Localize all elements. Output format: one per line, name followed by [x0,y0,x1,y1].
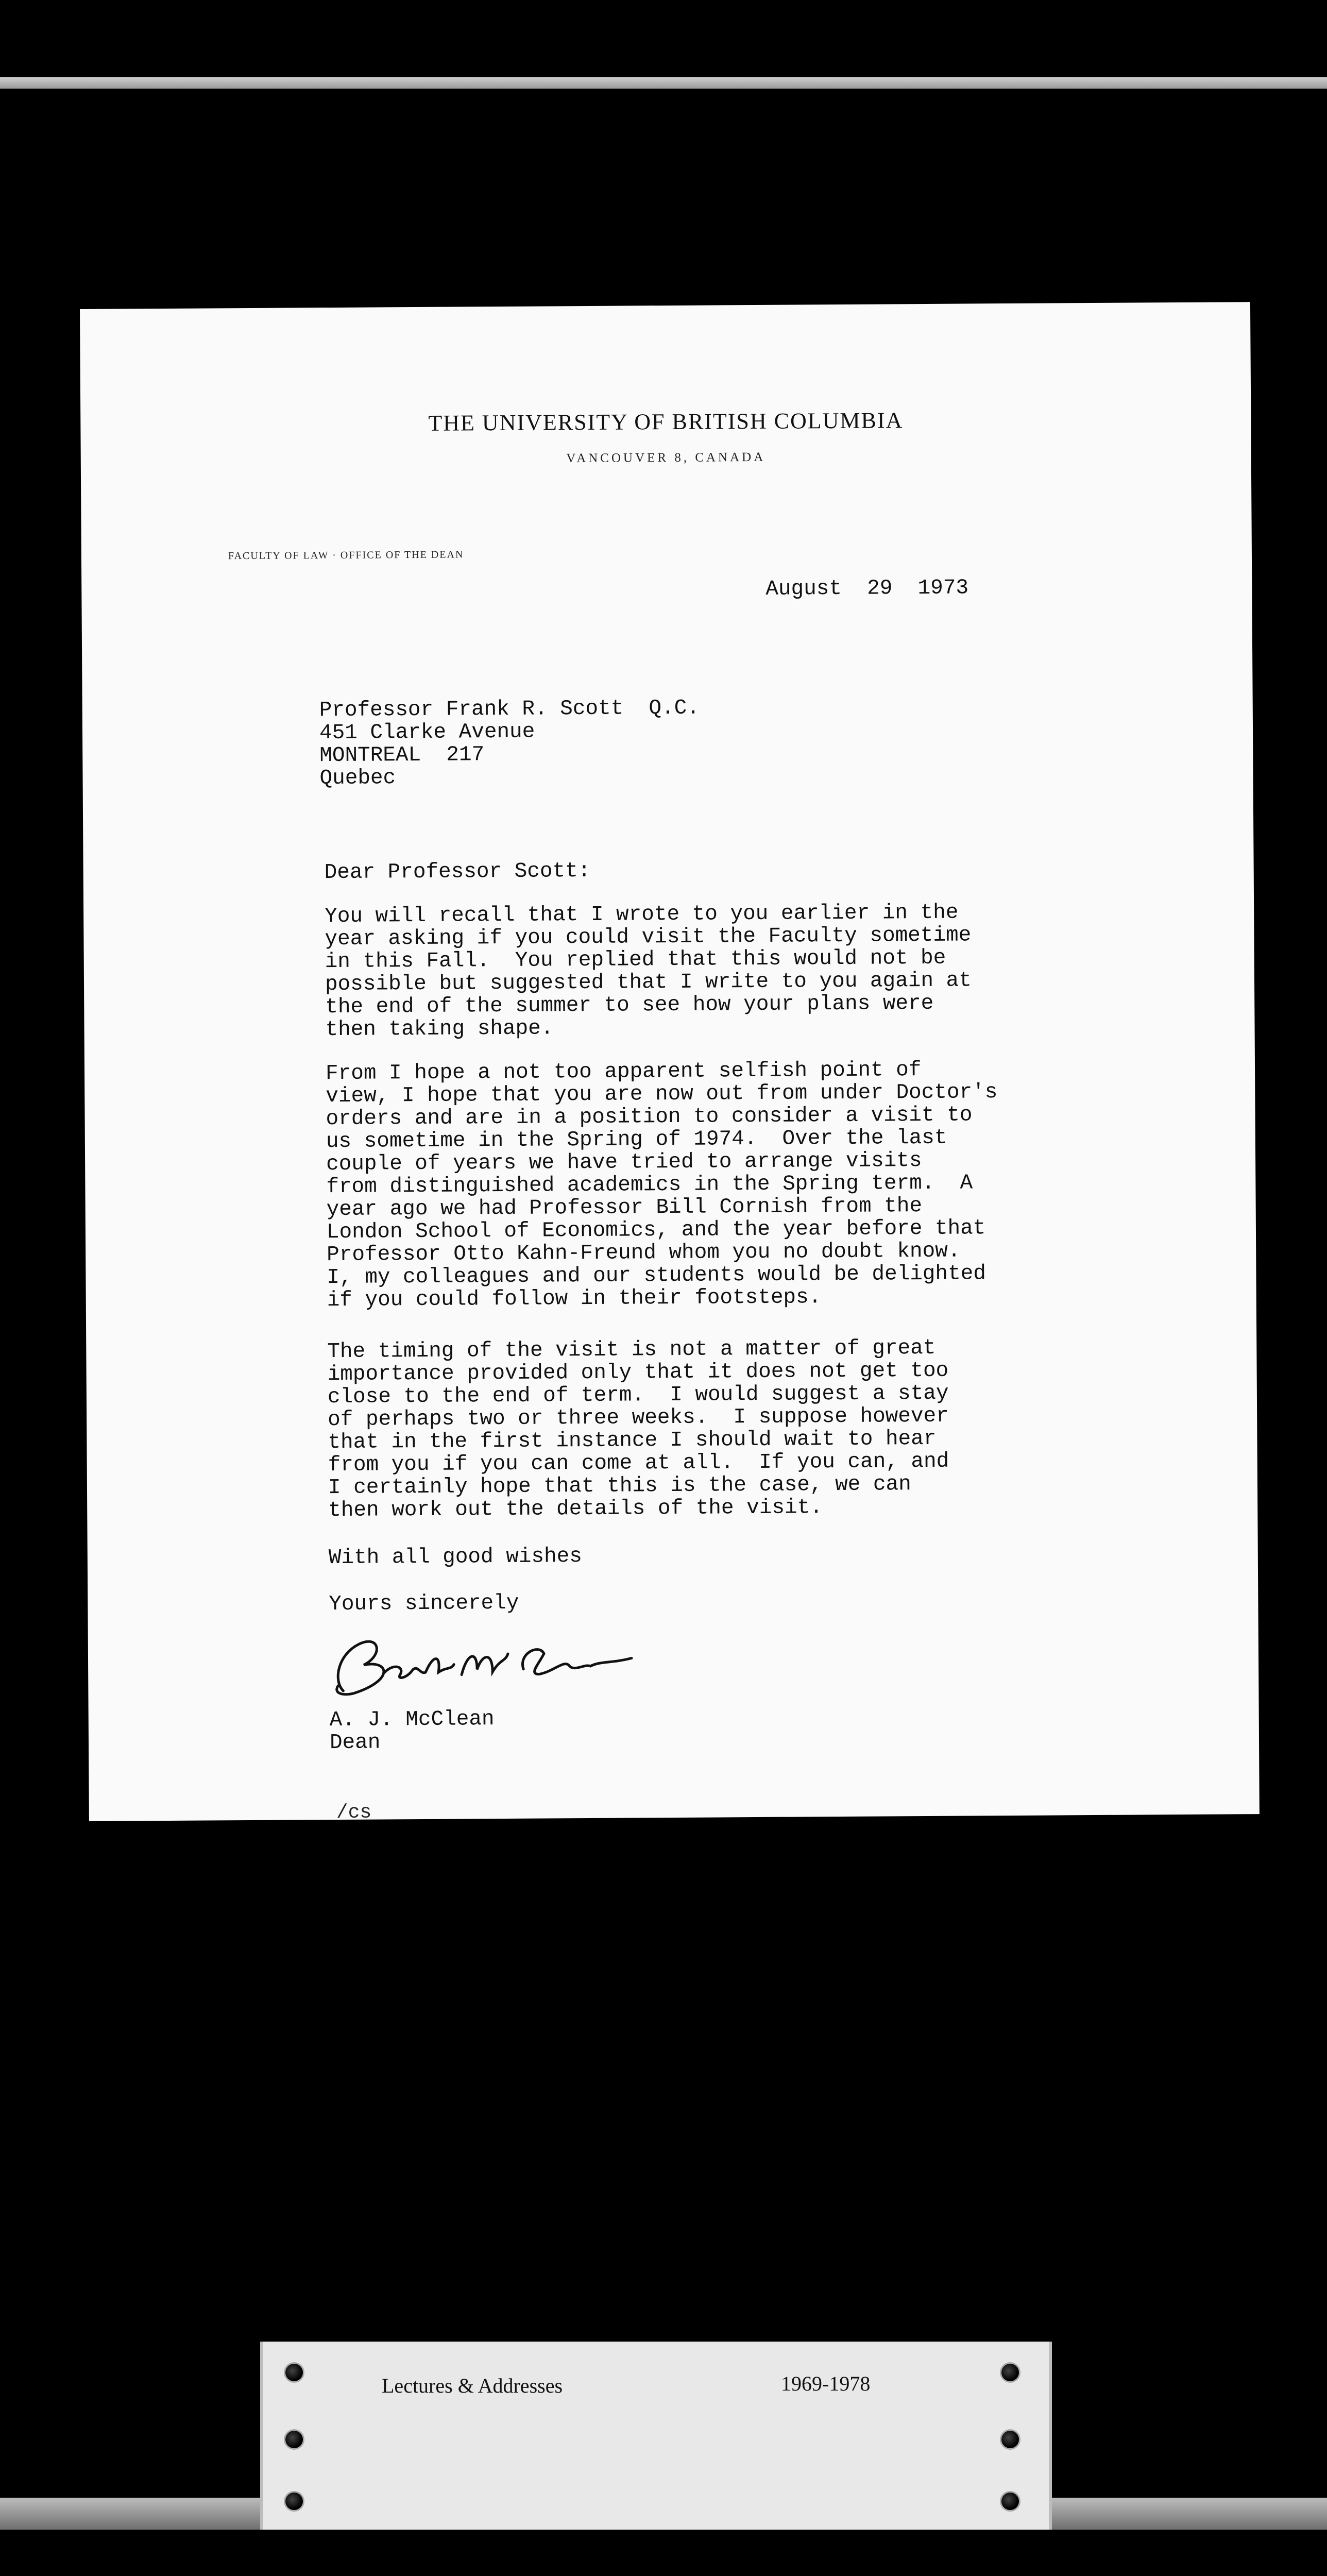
letter-date: August 29 1973 [765,576,969,601]
text-line: in this Fall. You replied that this would not be [325,946,946,974]
letterhead-subtitle: VANCOUVER 8, CANADA [566,450,766,466]
signer-block [330,1708,495,1754]
text-line: from you if you can come at all. If you can, and [328,1449,949,1478]
text-line: You will recall that I wrote to you earlier in the [325,901,959,929]
text-line: that in the first instance I should wait to hear [328,1427,937,1455]
handwritten-signature [322,1622,684,1706]
text-line: London School of Economics, and the year before that [326,1216,986,1245]
binder-hole-icon [284,2491,304,2512]
text-line: then taking shape. [325,1016,554,1042]
address-line: Quebec [319,766,396,791]
file-label-card [260,2342,1052,2530]
text-line: possible but suggested that I write to you again at [325,969,972,997]
signer-title: Dean [329,1731,381,1755]
text-line: I certainly hope that this is the case, we can [328,1472,911,1500]
complimentary-close: Yours sincerely [329,1591,519,1617]
text-line: The timing of the visit is not a matter of great [327,1336,936,1364]
salutation: Dear Professor Scott: [324,859,591,885]
letterhead-title: THE UNIVERSITY OF BRITISH COLUMBIA [428,408,904,436]
paragraph-1 [325,901,1026,1041]
text-line: importance provided only that it does not get too [327,1359,949,1387]
address-line: Professor Frank R. Scott Q.C. [319,696,700,723]
address-line: MONTREAL 217 [319,743,485,768]
letter-page [80,302,1260,1824]
signer-name: A. J. McClean [329,1707,495,1733]
paragraph-2 [326,1058,1028,1312]
text-line: if you could follow in their footsteps. [327,1285,822,1313]
binder-hole-icon [284,2362,304,2383]
binder-hole-icon [1000,2491,1020,2512]
text-line: close to the end of term. I would suggest a stay [327,1381,949,1410]
address-line: 451 Clarke Avenue [319,720,535,745]
closing: With all good wishes [328,1545,583,1570]
typist-initials: /cs [336,1801,372,1824]
text-line: couple of years we have tried to arrange visits [326,1149,922,1177]
recipient-address [319,697,700,790]
file-label-title: Lectures & Addresses [382,2374,563,2397]
text-line: from distinguished academics in the Spring term. A [326,1171,973,1199]
text-line: us sometime in the Spring of 1974. Over the last [326,1126,947,1154]
text-line: the end of the summer to see how your plans were [325,991,934,1020]
text-line: year ago we had Professor Bill Cornish from the [326,1194,923,1222]
text-line: view, I hope that you are now out from under Doctor's [326,1080,998,1109]
text-line: From I hope a not too apparent selfish point of [325,1058,922,1086]
department-line: FACULTY OF LAW · OFFICE OF THE DEAN [228,549,464,562]
file-label-years: 1969-1978 [781,2372,871,2395]
text-line: year asking if you could visit the Faculty sometime [325,923,972,952]
binder-hole-icon [1000,2362,1020,2383]
film-strip-top [0,77,1327,89]
paragraph-3 [327,1336,1029,1522]
binder-hole-icon [1000,2429,1020,2450]
text-line: then work out the details of the visit. [328,1496,823,1523]
binder-hole-icon [284,2429,304,2450]
text-line: Professor Otto Kahn-Freund whom you no doubt know. [327,1239,961,1267]
text-line: of perhaps two or three weeks. I suppose however [328,1404,949,1432]
text-line: orders and are in a position to consider a visit to [326,1103,973,1131]
text-line: I, my colleagues and our students would be delighted [327,1262,986,1290]
